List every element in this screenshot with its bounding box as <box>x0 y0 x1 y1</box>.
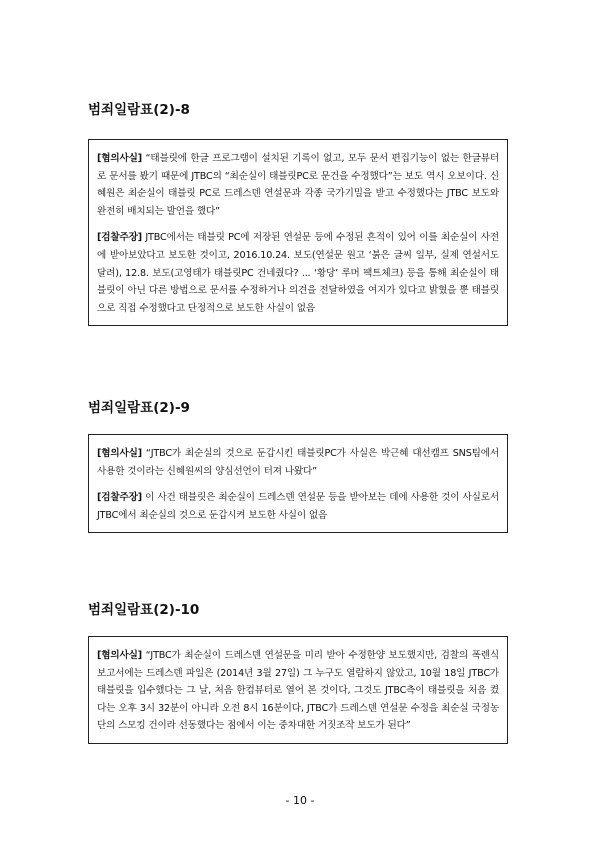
allegation-paragraph <box>97 647 499 735</box>
allegation-label: [혐의사실] <box>97 153 142 164</box>
allegation-text: “JTBC가 최순실이 드레스덴 연설문을 미리 받아 수정한양 보도했지만, 검찰의 폭렌식 보고서에는 드레스덴 파일은 (2014년 3월 27일) 그 누구도 열람하지 않았고, 10월 18일 JTBC가 태블릿을 입수했다는 그 날, 처음 한컴뷰터로 열어 본 것이다, 그것도 JTBC측이 태블릿을 처음 켰다는 오후 3시 32분이 아니라 오전 8시 16분이다, JTBC가 드레스덴 연설문 수정을 최순실 국정농단의 스모킹 건이라 선동했다는 점에서 이는 중차대한 거짓조작 보도가 된다” <box>97 650 499 732</box>
prosecution-label: [검찰주장] <box>97 232 142 244</box>
allegation-label: [혐의사실] <box>97 448 142 459</box>
allegation-paragraph <box>97 150 499 220</box>
section-title: 범죄일람표(2)-9 <box>88 400 190 416</box>
allegation-paragraph <box>97 445 499 480</box>
section-title: 범죄일람표(2)-10 <box>88 602 200 618</box>
prosecution-paragraph <box>97 489 499 524</box>
section-box <box>88 434 508 533</box>
prosecution-paragraph <box>97 229 499 317</box>
page-number: - 10 - <box>285 794 315 807</box>
allegation-text: “JTBC가 최순실의 것으로 둔갑시킨 태블릿PC가 사실은 박근혜 대선캠프 SNS팀에서 사용한 것이라는 신혜원씨의 양심선언이 터져 나왔다” <box>97 448 499 477</box>
prosecution-text: 이 사건 태블릿은 최순실이 드레스덴 연설문 등을 받아보는 데에 사용한 것이 사실로서 JTBC에서 최순실의 것으로 둔갑시켜 보도한 사실이 없음 <box>97 492 499 521</box>
section-title: 범죄일람표(2)-8 <box>88 102 190 118</box>
allegation-text: “태블릿에 한글 프로그램이 설치된 기록이 없고, 모두 문서 편집기능이 없는 한글뷰터로 문서를 봤기 때문에 JTBC의 “최순실이 태블릿PC로 문건을 수정했다”는 보도 역시 오보이다. 신혜원은 최순실이 태블릿 PC로 드레스덴 연설문과 각종 국가기밀을 받고 수정했다는 JTBC 보도와 완전히 배치되는 발언을 했다” <box>97 153 499 217</box>
prosecution-text: JTBC에서는 태블릿 PC에 저장된 연설문 등에 수정된 흔적이 있어 이를 최순실이 사전에 받아보았다고 보도한 것이고, 2016.10.24. 보도(연설문 원고 ‘붉은 글씨 일부, 실제 연설서도 달려), 12.8. 보도(고영태가 태블릿PC 건네줬다? ... ‘황당’ 루머 팩트체크) 등을 통해 최순실이 태블릿이 아닌 다른 방법으로 문서를 수정하거나 의견을 전달하였을 여지가 있다고 밝혔을 뿐 태블릿으로 직접 수정했다고 단정적으로 보도한 사실이 없음 <box>97 232 499 314</box>
section-box <box>88 139 508 326</box>
allegation-label: [혐의사실] <box>97 650 142 661</box>
section-box <box>88 636 508 744</box>
prosecution-label: [검찰주장] <box>97 492 142 504</box>
